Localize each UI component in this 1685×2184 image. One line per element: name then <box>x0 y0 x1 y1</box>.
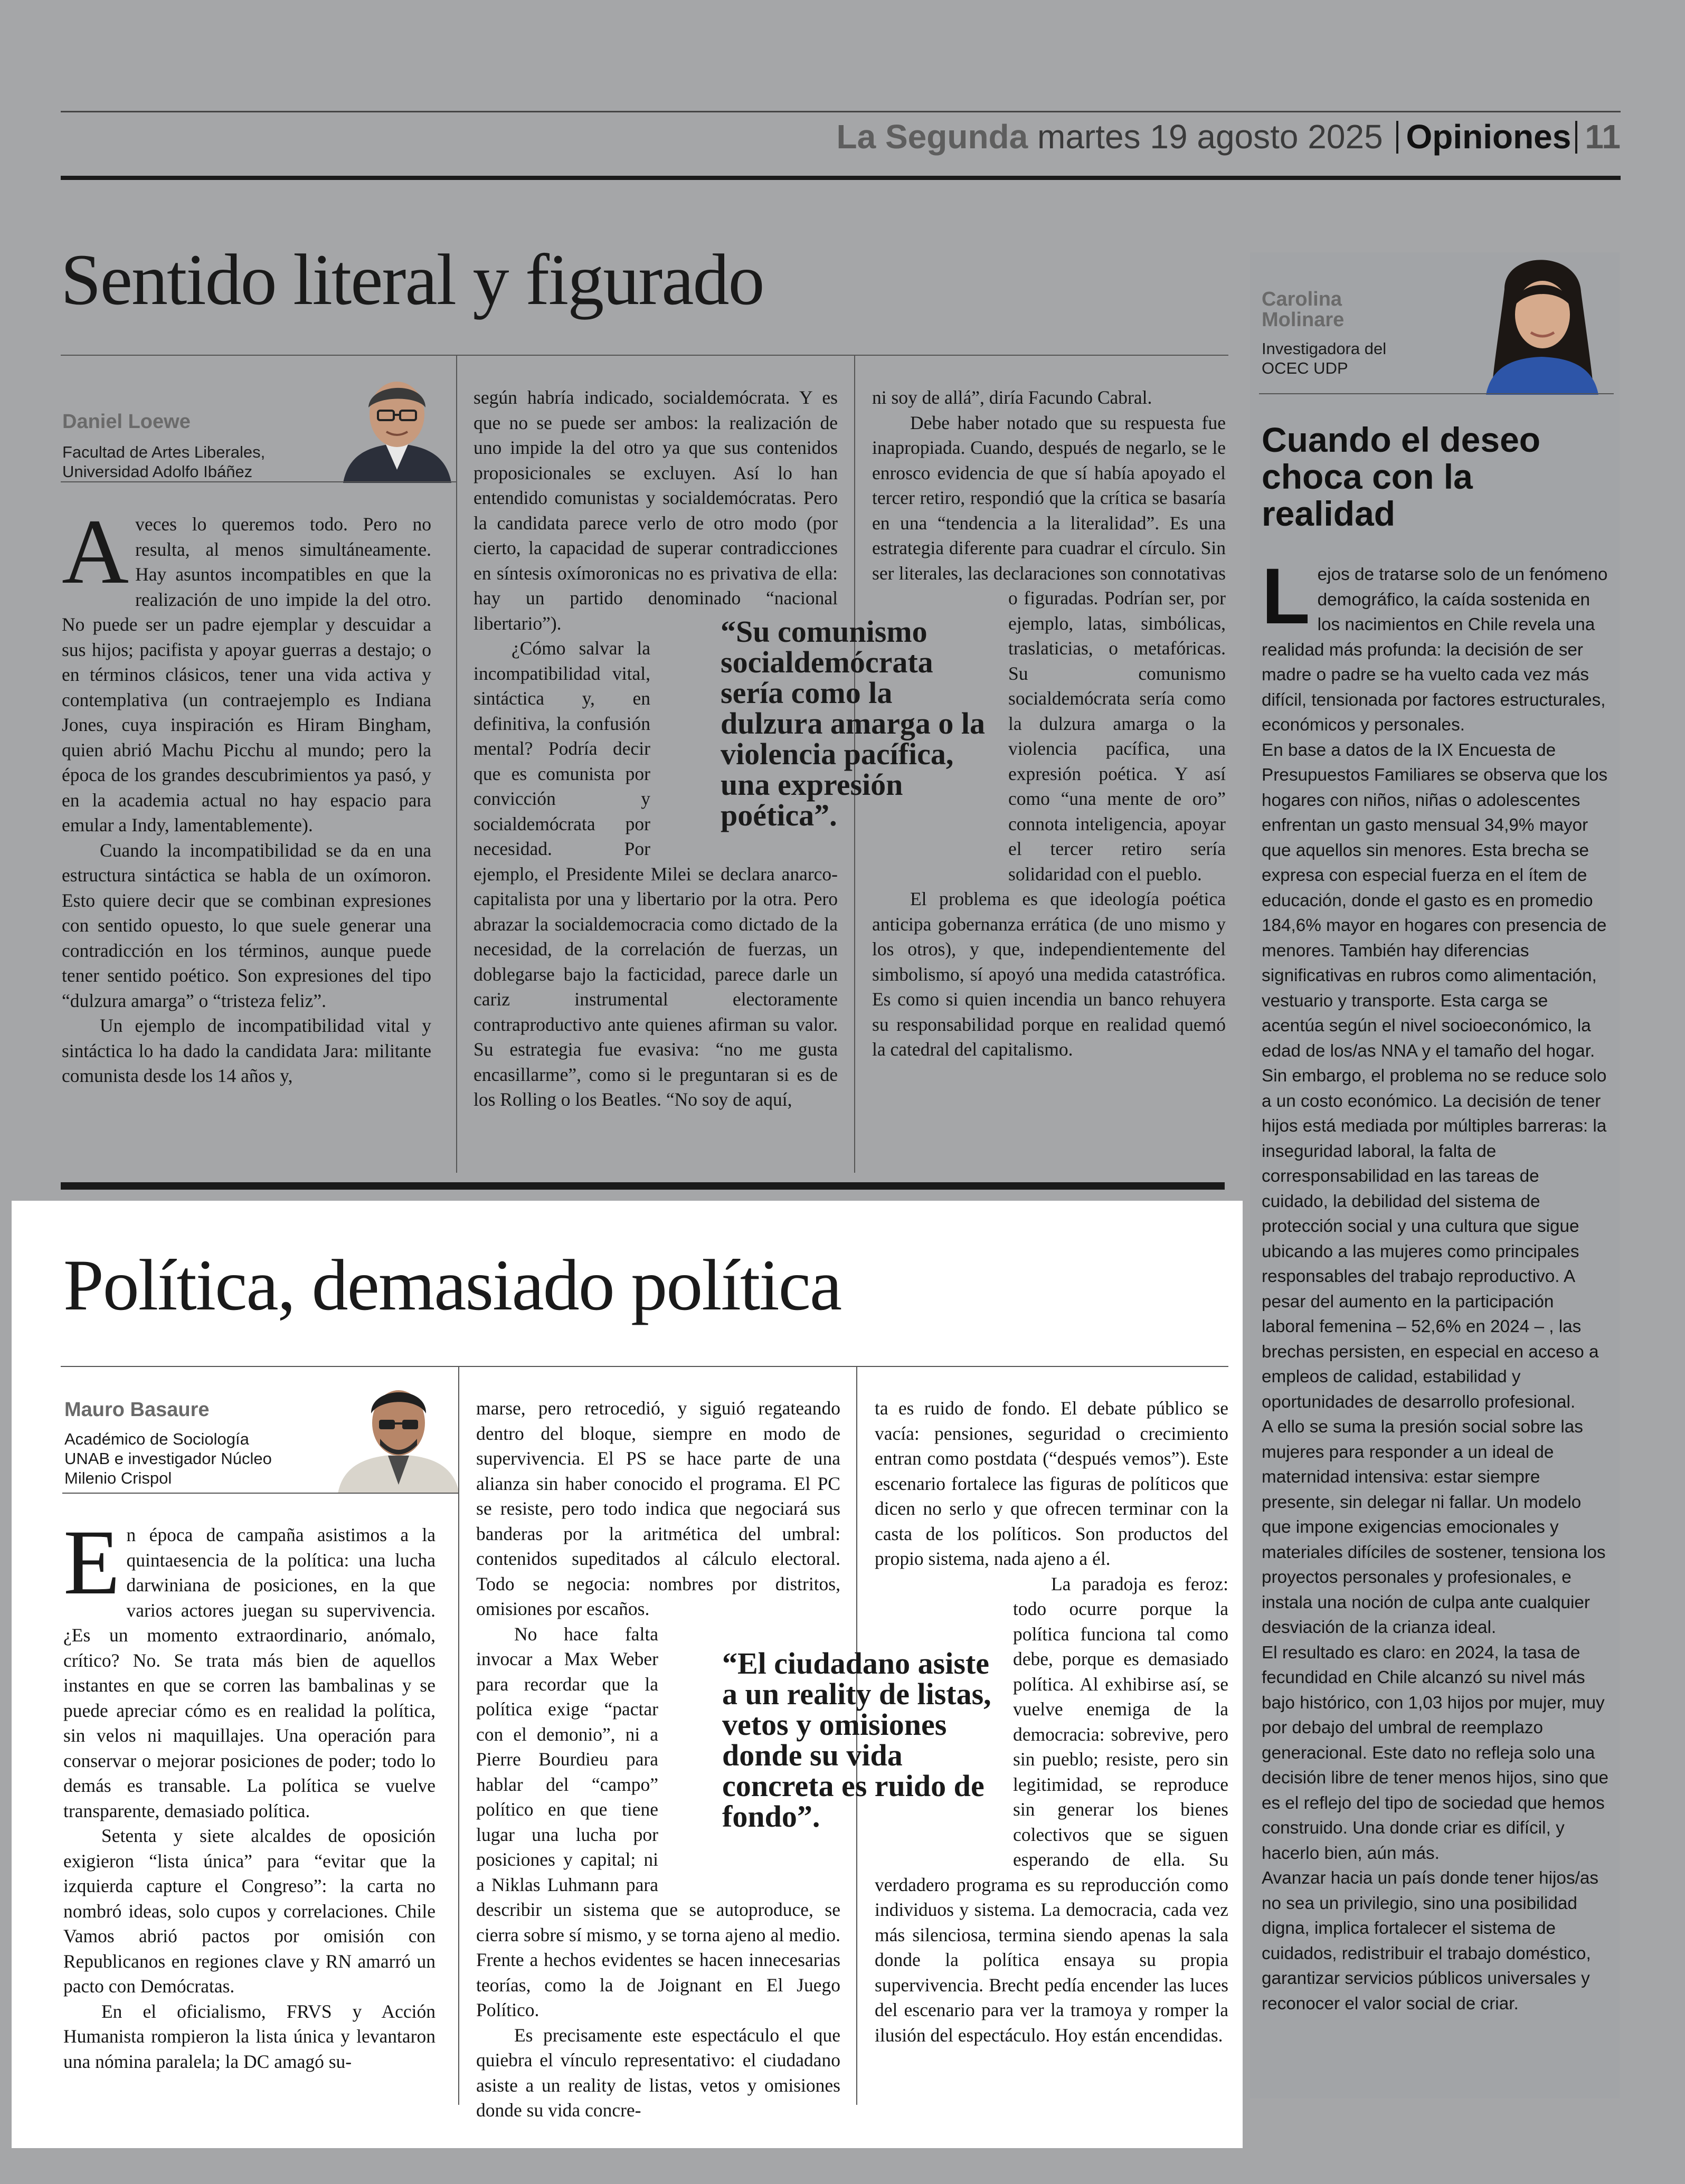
article2-column-1 <box>63 1511 436 2074</box>
paragraph: Setenta y siete alcaldes de oposición exigieron “lista única” para “evitar que la izquierda capture el Congreso”: la carta no nombró ideas, solo cupos y correlaciones. Chile Vamos abrió pactos por omisión con Republicanos en regiones clave y RN amarró un pacto con Demócratas. <box>63 1825 436 1997</box>
paragraph: La paradoja es feroz: todo ocurre porque la política funciona tal como debe, porque es demasiado política. Al exhibirse así, se vuelve enemiga de la democracia: sobrevive, pero sin pueblo; resiste, pero sin legitimidad, se reproduce sin generar los bienes colectivos que se siguen esperando de ella. Su verdadero programa es su reproducción como individuos y sistema. La democracia, cada vez más silenciosa, termina siendo apenas la sala donde la política ensaya su propia supervivencia. Brecht pedía encender las luces del escenario para ver la tramoya y romper la ilusión del espectáculo. Hoy están encendidas. <box>875 1573 1228 2046</box>
divider <box>1396 121 1398 154</box>
dropcap: L <box>1262 552 1310 640</box>
article1-title: Sentido literal y figurado <box>61 239 764 320</box>
role-line: UNAB e investigador Núcleo <box>64 1449 272 1468</box>
author-first-name: Carolina <box>1262 288 1342 310</box>
article2-pullquote: “El ciudadano asiste a un reality de listas, vetos y omisiones donde su vida concreta es ruido de fondo”. <box>722 1646 991 1834</box>
role-line: Investigadora del <box>1262 339 1387 358</box>
paragraph: ejos de tratarse solo de un fenómeno demográfico, la caída sostenida en los nacimientos en Chile revela una realidad más profunda: la decisión de ser madre o padre se ha vuelto cada vez más difícil, tensionada por factores estructurales, económicos y personales. <box>1262 565 1608 735</box>
paragraph: ¿Cómo salvar la incompatibilidad vital, sintáctica y, en definitiva, la confusión mental? Podría decir que es comunista por convicción y socialdemócrata por necesidad. Por ejemplo, el Presidente Milei se declara anarco-capitalista por una y libertario por la otra. Pero abrazar la socialdemocracia como dictado de la necesidad, de la correlación de fuerzas, un doblegarse bajo la facticidad, parece darle un cariz instrumental electoramente contraproductivo ante quienes afirman su valor. Su estrategia fue evasiva: “no me gusta encasillarme”, como si le preguntaran si es de los Rolling o los Beatles. “No soy de aquí, <box>474 638 838 1110</box>
paragraph: veces lo queremos todo. Pero no resulta, al menos simultáneamente. Hay asuntos incompatibles en que la realización de uno impide la del otro. No puede ser un padre ejemplar y descuidar a sus hijos; pacifista y apoyar guerras a destajo; o en términos clásicos, tener una vida activa y contemplativa (un contraejemplo es Indiana Jones, cuya inspiración es Hiram Bingham, quien abrió Machu Picchu al mundo; pero la época de los grandes descubrimientos ya pasó, y en la academia actual no hay espacio para emular a Indy, lamentablemente). <box>62 514 431 835</box>
section-divider <box>61 1182 1225 1190</box>
byline-underline <box>61 481 457 482</box>
author-photo <box>338 364 457 483</box>
paragraph: ta es ruido de fondo. El debate público se vacía: pensiones, seguridad o crecimiento entran como postdata (“después vemos”). Este escenario fortalece las figuras de políticos que dicen no serlo y que ofrecen terminar con la casta de los políticos. Son productos del propio sistema, nada ajeno a él. <box>875 1398 1228 1569</box>
paragraph: En base a datos de la IX Encuesta de Presupuestos Familiares se observa que los hogares con niños, niñas o adolescentes enfrentan un gasto mensual 34,9% mayor que aquellos sin menores. Esta brecha se expresa con especial fuerza en el ítem de educación, donde el gasto es en promedio 184,6% mayor en hogares con presencia de menores. También hay diferencias significativas en rubros como alimentación, vestuario y transporte. Esta carga se acentúa según el nivel socioeconómico, la edad de los/as NNA y el tamaño del hogar. <box>1262 740 1608 1061</box>
title-underline <box>61 355 1228 356</box>
article2-title: Política, demasiado política <box>63 1245 841 1325</box>
article2-role <box>64 1429 272 1488</box>
dropcap: E <box>63 1511 120 1614</box>
author-last-name: Molinare <box>1262 309 1345 331</box>
sidebar-author <box>1262 289 1344 330</box>
sidebar-byline-underline <box>1259 393 1614 394</box>
paragraph: n época de campaña asistimos a la quintaesencia de la política: una lucha darwiniana de posiciones, en la que varios actores juegan su supervivencia. ¿Es un momento extraordinario, anómalo, crítico? No. Se trata más bien de aquellos instantes en que se corren las bambalinas y se puede apreciar cómo es en realidad la política, sin velos ni maquillajes. Una operación para conservar o mejorar posiciones de poder; todo lo demás es transable. La política se vuelve transparente, demasiado política. <box>63 1524 436 1821</box>
byline-underline <box>62 1493 458 1494</box>
role-line: Facultad de Artes Liberales, <box>62 443 266 461</box>
role-line: Académico de Sociología <box>64 1430 249 1448</box>
paragraph: Un ejemplo de incompatibilidad vital y sintáctica lo ha dado la candidata Jara: militante comunista desde los 14 años y, <box>62 1015 431 1086</box>
column-divider <box>458 1366 459 2105</box>
article1-pullquote: “Su comunismo socialdemócrata sería como la dulzura amarga o la violencia pacífica, una expresión poética”. <box>721 614 986 832</box>
page-number: 11 <box>1585 118 1621 156</box>
paragraph: Debe haber notado que su respuesta fue inapropiada. Cuando, después de negarlo, se le enrosco evidencia de que sí había apoyado el tercer retiro, respondió que la crítica se basaría en una “tendencia a la literalidad”. Es una estrategia diferente para cuadrar el círculo. Sin ser literales, las declaraciones son connotativas o figuradas. Podrían ser, por ejemplo, latas, simbólicas, traslaticias, o metafóricas. Su comunismo socialdemócrata sería como la dulzura amarga o la violencia pacífica, una expresión poética. Y así como “una mente de oro” connota inteligencia, apoyar el tercer retiro sería solidaridad con el pueblo. <box>872 412 1226 885</box>
paragraph: Es precisamente este espectáculo el que quiebra el vínculo representativo: el ciudadano asiste a un reality de listas, vetos y omisiones donde su vida concre- <box>476 2024 840 2121</box>
paragraph: ni soy de allá”, diría Facundo Cabral. <box>872 387 1152 408</box>
paragraph: según habría indicado, socialdemócrata. Y es que no se puede ser ambos: la realización de uno impide la del otro ya que sus contenidos proposicionales se excluyen. Así lo han entendido comunistas y socialdemócratas. Pero la candidata parece verlo de otro modo (por cierto, la capacidad de superar contradicciones en síntesis oxímoronicas no es privativa de ella: hay un partido denominado “nacional libertario”). <box>474 387 838 634</box>
column-divider <box>456 355 457 1173</box>
masthead <box>61 117 1621 159</box>
article1-role <box>62 442 265 481</box>
sidebar-title: Cuando el deseo choca con la realidad <box>1262 420 1541 533</box>
paragraph: El resultado es claro: en 2024, la tasa de fecundidad en Chile alcanzó su nivel más bajo histórico, con 1,03 hijos por mujer, muy por debajo del umbral de reemplazo generacional. Este dato no refleja solo una decisión libre de tener menos hijos, sino que es el reflejo del tipo de sociedad que hemos construido. Una donde criar es difícil, y hacerlo bien, aún más. <box>1262 1642 1609 1863</box>
article1-author: Daniel Loewe <box>62 411 191 433</box>
header-bottom-rule <box>61 176 1621 180</box>
title-underline <box>61 1366 1228 1367</box>
header-top-rule <box>61 111 1621 112</box>
paragraph: Cuando la incompatibilidad se da en una estructura sintáctica se habla de un oxímoron. Esto quiere decir que se combinan expresiones con sentido opuesto, lo que suele generar una contradicción en los términos, aunque puede tener sentido poético. Son expresiones del tipo “dulzura amarga” o “tristeza feliz”. <box>62 839 431 1011</box>
paragraph: En el oficialismo, FRVS y Acción Humanista rompieron la lista única y levantaron una nómina paralela; la DC amagó su- <box>63 2000 436 2072</box>
divider <box>1575 121 1577 154</box>
article2-author: Mauro Basaure <box>64 1399 210 1421</box>
paragraph: marse, pero retrocedió, y siguió regateando dentro del bloque, siempre en modo de supervivencia. El PS se hace parte de una alianza sin haber conocido el programa. El PC se resiste, pero todo indica que negociará sus banderas por la aritmética del umbral: contenidos supeditados al cálculo electoral. Todo se negocia: nombres por distritos, omisiones por escaños. <box>476 1398 840 1619</box>
sidebar-role <box>1262 339 1386 378</box>
paragraph: El problema es que ideología poética anticipa gobernanza errática (de uno mismo y los otros), y que, independientemente del simbolismo, sí apoyó una medida catastrófica. Es como si quien incendia un banco rehuyera su responsabilidad porque en realidad quemó la catedral del capitalismo. <box>872 888 1226 1060</box>
sidebar-body <box>1262 552 1610 2016</box>
author-photo <box>338 1371 459 1494</box>
dropcap: A <box>62 500 129 603</box>
author-photo <box>1473 252 1610 395</box>
article1-column-1 <box>62 500 431 1089</box>
paragraph: Sin embargo, el problema no se reduce solo a un costo económico. La decisión de tener hijos está mediada por múltiples barreras: la inseguridad laboral, la falta de corresponsabilidad en las tareas de cuidado, la debilidad del sistema de protección social y una cultura que sigue ubicando a las mujeres como principales responsables del trabajo reproductivo. A pesar del aumento en la participación laboral femenina – 52,6% en 2024 – , las brechas persisten, en especial en acceso a empleos de calidad, estabilidad y oportunidades de desarrollo profesional. <box>1262 1066 1607 1412</box>
role-line: Milenio Crispol <box>64 1469 172 1487</box>
issue-date: martes 19 agosto 2025 <box>1037 118 1383 156</box>
role-line: OCEC UDP <box>1262 359 1348 377</box>
paragraph: Avanzar hacia un país donde tener hijos/as no sea un privilegio, sino una posibilidad digna, implica fortalecer el sistema de cuidados, redistribuir el trabajo doméstico, garantizar servicios públicos universales y reconocer el valor social de criar. <box>1262 1868 1599 2014</box>
section-name: Opiniones <box>1406 118 1572 156</box>
paragraph: A ello se suma la presión social sobre las mujeres para responder a un ideal de maternidad intensiva: estar siempre presente, sin delegar ni fallar. Un modelo que impone exigencias emocionales y materiales difíciles de sostener, tensiona los proyectos personales y profesionales, e instala una noción de culpa ante cualquier desviación de la crianza ideal. <box>1262 1417 1606 1637</box>
paragraph: No hace falta invocar a Max Weber para recordar que la política exige “pactar con el demonio”, ni a Pierre Bourdieu para hablar del “campo” político en que tiene lugar una lucha por posiciones y capital; ni a Niklas Luhmann para describir un sistema que se autoproduce, se cierra sobre sí mismo, y se torna ajeno al medio. Frente a hechos evidentes se hacen innecesarias teorías, como la de Joignant en El Juego Político. <box>476 1623 840 2020</box>
newspaper-name: La Segunda <box>836 118 1028 156</box>
role-line: Universidad Adolfo Ibáñez <box>62 462 253 481</box>
